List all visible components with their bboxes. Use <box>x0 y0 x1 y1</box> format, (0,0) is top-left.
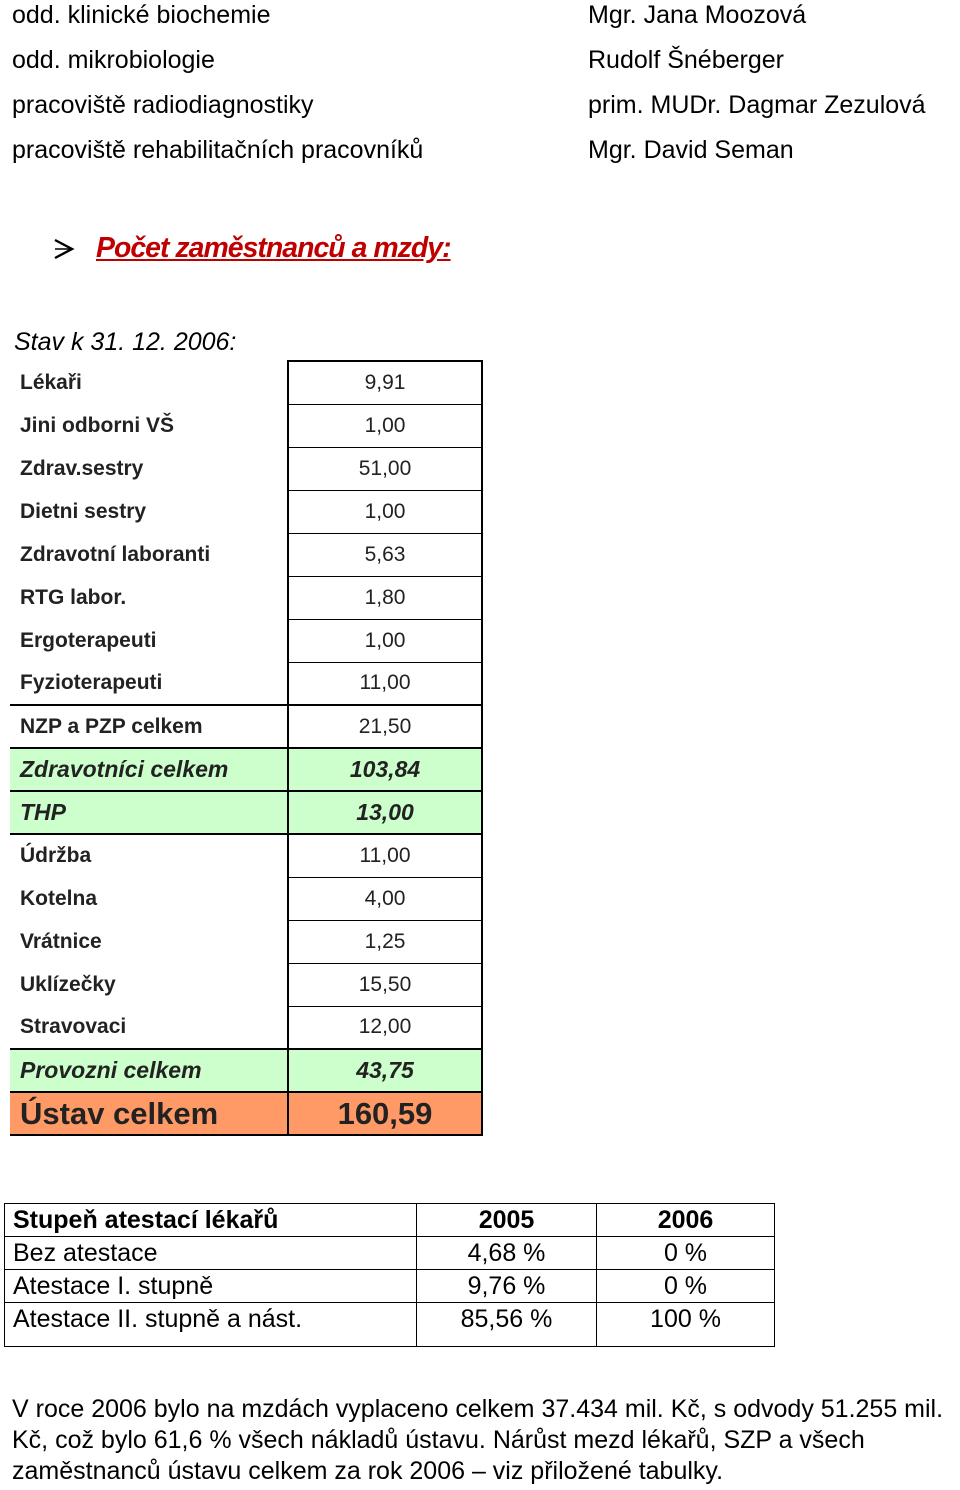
staff-label: Dietni sestry <box>20 499 147 523</box>
staff-value: 4,00 <box>288 877 482 920</box>
staff-value: 11,00 <box>288 662 482 705</box>
staff-label: NZP a PZP celkem <box>10 705 288 748</box>
staff-row <box>10 748 482 791</box>
attestation-header-cell: 2005 <box>417 1204 597 1237</box>
staff-row <box>10 447 482 490</box>
staff-value: 1,80 <box>288 576 482 619</box>
staff-row <box>10 662 482 705</box>
department-head: Rudolf Šnéberger <box>588 46 784 74</box>
staff-row <box>10 791 482 834</box>
attestation-table <box>4 1203 775 1347</box>
attestation-cell: 0 % <box>597 1237 775 1270</box>
staff-label: Kotelna <box>20 886 98 910</box>
staff-label: Zdravotní laboranti <box>20 542 211 566</box>
staff-table <box>10 360 483 1136</box>
staff-label: Uklízečky <box>20 972 116 996</box>
staff-value: 1,00 <box>288 404 482 447</box>
staff-row <box>10 963 482 1006</box>
staff-value: 5,63 <box>288 533 482 576</box>
staff-value: 11,00 <box>288 834 482 877</box>
section-heading-text: Počet zaměstnanců a mzdy: <box>96 232 451 264</box>
staff-row <box>10 1092 482 1135</box>
attestation-cell: Atestace I. stupně <box>5 1270 417 1303</box>
staff-value: 1,25 <box>288 920 482 963</box>
attestation-header-row <box>5 1204 775 1237</box>
department-head: prim. MUDr. Dagmar Zezulová <box>588 91 926 119</box>
summary-paragraph: V roce 2006 bylo na mzdách vyplaceno celkem 37.434 mil. Kč, s odvody 51.255 mil. Kč, což bylo 61,6 % všech nákladů ústavu. Nárůst mezd lékařů, SZP a všech zaměstnanců ústavu celkem za rok 2006 – viz přiložené tabulky. <box>12 1395 944 1485</box>
staff-label: Ústav celkem <box>10 1092 288 1135</box>
attestation-header-cell: Stupeň atestací lékařů <box>5 1204 417 1237</box>
staff-label: Zdravotníci celkem <box>10 748 288 791</box>
staff-label: Provozni celkem <box>10 1049 288 1092</box>
staff-value: 9,91 <box>288 361 482 404</box>
section-heading <box>52 232 458 265</box>
staff-value: 13,00 <box>288 791 482 834</box>
staff-row <box>10 705 482 748</box>
attestation-cell: 85,56 % <box>417 1303 597 1347</box>
staff-row <box>10 1006 482 1049</box>
staff-value: 103,84 <box>288 748 482 791</box>
staff-value: 160,59 <box>288 1092 482 1135</box>
staff-value: 12,00 <box>288 1006 482 1049</box>
arrow-bullet-icon <box>52 238 76 260</box>
attestation-cell: 100 % <box>597 1303 775 1347</box>
staff-value: 51,00 <box>288 447 482 490</box>
staff-row <box>10 361 482 404</box>
state-date-label: Stav k 31. 12. 2006: <box>14 328 237 356</box>
staff-label: Ergoterapeuti <box>20 628 157 652</box>
attestation-cell: Bez atestace <box>5 1237 417 1270</box>
staff-value: 15,50 <box>288 963 482 1006</box>
staff-row <box>10 576 482 619</box>
staff-label: Údržba <box>10 834 288 877</box>
department-head: Mgr. Jana Moozová <box>588 1 807 29</box>
staff-label: Fyzioterapeuti <box>20 671 163 694</box>
staff-row <box>10 1049 482 1092</box>
staff-label: RTG labor. <box>20 585 127 609</box>
attestation-header-cell: 2006 <box>597 1204 775 1237</box>
attestation-row <box>5 1270 775 1303</box>
staff-row <box>10 834 482 877</box>
attestation-cell: 9,76 % <box>417 1270 597 1303</box>
department-head: Mgr. David Seman <box>588 136 794 164</box>
attestation-cell: 4,68 % <box>417 1237 597 1270</box>
staff-label: Stravovaci <box>20 1015 127 1038</box>
staff-value: 43,75 <box>288 1049 482 1092</box>
staff-label: Jini odborni VŠ <box>20 413 175 437</box>
department-name: odd. klinické biochemie <box>12 1 271 29</box>
attestation-row <box>5 1303 775 1347</box>
department-name: pracoviště radiodiagnostiky <box>12 91 314 119</box>
staff-row <box>10 490 482 533</box>
staff-label: Vrátnice <box>20 929 102 953</box>
attestation-cell: 0 % <box>597 1270 775 1303</box>
staff-row <box>10 404 482 447</box>
staff-label: THP <box>10 791 288 834</box>
department-name: pracoviště rehabilitačních pracovníků <box>12 136 424 164</box>
attestation-row <box>5 1237 775 1270</box>
staff-value: 1,00 <box>288 619 482 662</box>
staff-label: Lékaři <box>20 370 82 394</box>
department-name: odd. mikrobiologie <box>12 46 215 74</box>
staff-row <box>10 533 482 576</box>
staff-label: Zdrav.sestry <box>20 456 144 480</box>
staff-value: 1,00 <box>288 490 482 533</box>
staff-value: 21,50 <box>288 705 482 748</box>
attestation-cell: Atestace II. stupně a nást. <box>5 1303 417 1347</box>
staff-row <box>10 877 482 920</box>
staff-row <box>10 920 482 963</box>
staff-row <box>10 619 482 662</box>
